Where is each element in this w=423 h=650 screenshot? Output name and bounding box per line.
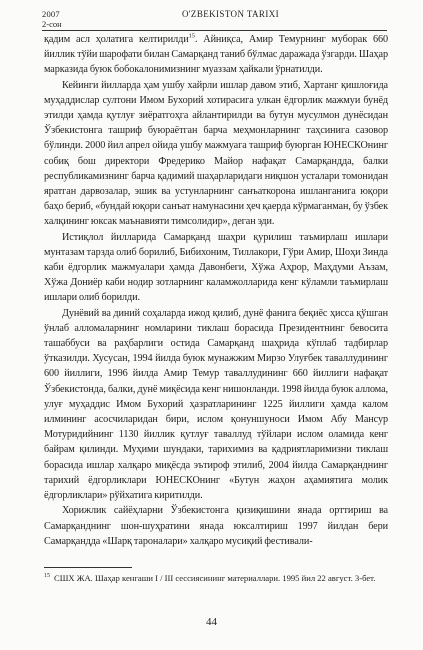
paragraph-text: қадим асл ҳолатига келтирилди: [44, 34, 189, 45]
footnote-reference: 15: [188, 32, 195, 40]
running-header: [42, 9, 387, 31]
page-number: 44: [206, 616, 217, 628]
body-paragraph: Кейинги йилларда ҳам ушбу хайрли ишлар давом этиб, Хартанг қишлоғида муҳаддислар султони Имом Бухорий хотирасига улкан ёдгорлик мажмуи бунёд этилди ҳамда қутлуғ зиёратгоҳга айлантирилди ва бутун мусулмон дунёсидан Ўзбекистонга ташриф буюраётган барча меҳмонларнинг таҳсинига сазовор бўлинди. 2000 йил апрел ойида ушбу мажмуага ташриф буюрган ЮНЕСКОнинг собиқ бош директори Фредерико Майор нафақат Самарқандда, балки республикамизнинг барча қадимий шаҳарларидаги ниқшон усталари томонидан яратган дарвозалар, эшик ва устунларнинг санъаткорона ишланганига юқори баҳо бериб, «бундай юқори санъат намунасини ҳеч қаерда кўрмаганман, бу ўзбек халқининг юксак маънавияти тимсолидир», деган эди.: [44, 79, 388, 228]
article-body: [44, 32, 388, 549]
header-rule: [42, 30, 387, 31]
footnote-rule: [44, 567, 132, 568]
footnote-text: СШХ ЖА. Шаҳар кенгаши I / III сессиясининг материаллари. 1995 йил 22 август. 3-бет.: [54, 573, 376, 583]
body-paragraph: Хорижлик сайёҳларни Ўзбекистонга қизиқишини янада орттириш ва Самарқанднинг шон-шуҳратини янада юксалтириш 1997 йилдан бери Самарқандда «Шарқ тароналари» халқаро мусиқий фестивали-: [44, 505, 388, 547]
body-paragraph: Дунёвий ва диний соҳаларда ижод қилиб, дунё фанига беқиёс ҳисса қўшган ўнлаб алломаларнинг номларини тиклаш борасида Президентнинг бевосита ташаббуси ва раҳбарлиги остида Самарқанд шаҳрида кўплаб тадбирлар ўтказилди. Хусусан, 1994 йилда буюк мунажжим Мирзо Улуғбек таваллудининг 600 йиллиги, 1996 йилда Амир Темур таваллудининг 660 йиллиги нафақат Ўзбекистонда, балки, дунё миқёсида кенг нишонланди. 1998 йилда буюк аллома, улуғ муҳаддис Имом Бухорий ҳазратларининг 1225 йиллиги ҳамда калом илмининг асосчиларидан бири, ислом қонуншуноси Имом Абу Мансур Мотуридийнинг 1130 йиллик қутлуғ таваллуд тўйлари ислом оламида кенг байрам қилинди. Муҳими шундаки, тарихимиз ва қадриятларимизни тиклаш борасида ишлар халқаро миқёсда эътироф этилиб, 2004 йилда Самарқанднинг тарихий ёдгорликлари ЮНЕСКОнинг «Бутун жаҳон аҳамиятига молик ёдгорликлари» рўйхатига киритилди.: [44, 307, 388, 502]
body-paragraph: [44, 32, 388, 78]
issue-number: 2-сон: [42, 19, 62, 29]
footnote: [44, 572, 388, 584]
footnote-number: 15: [44, 573, 50, 580]
body-paragraph: Истиқлол йилларида Самарқанд шаҳри қурилиш таъмирлаш ишлари мунтазам тарзда олиб борилиб, Бибихоним, Тиллакори, Гўри Амир, Шоҳи Зинда каби ёдгорлик мажмуалари ҳамда Давонбеги, Хўжа Аҳрор, Маҳдуми Аъзам, Хўжа Дониёр каби нодир зотларнинг каламжолларида кенг кўламли таъмирлаш ишлари олиб борилди.: [44, 231, 388, 304]
journal-title: O'ZBEKISTON TARIXI: [182, 9, 280, 19]
journal-year: 2007: [42, 9, 60, 19]
paragraph-text: . Айниқса, Амир Темурнинг муборак 660 йиллик тўйи шарофати билан Самарқанд таниб бўлмас даражада ўзгарди. Шаҳар марказида буюк бобокалонимизнинг муаззам ҳайкали ўрнатилди.: [44, 34, 388, 76]
